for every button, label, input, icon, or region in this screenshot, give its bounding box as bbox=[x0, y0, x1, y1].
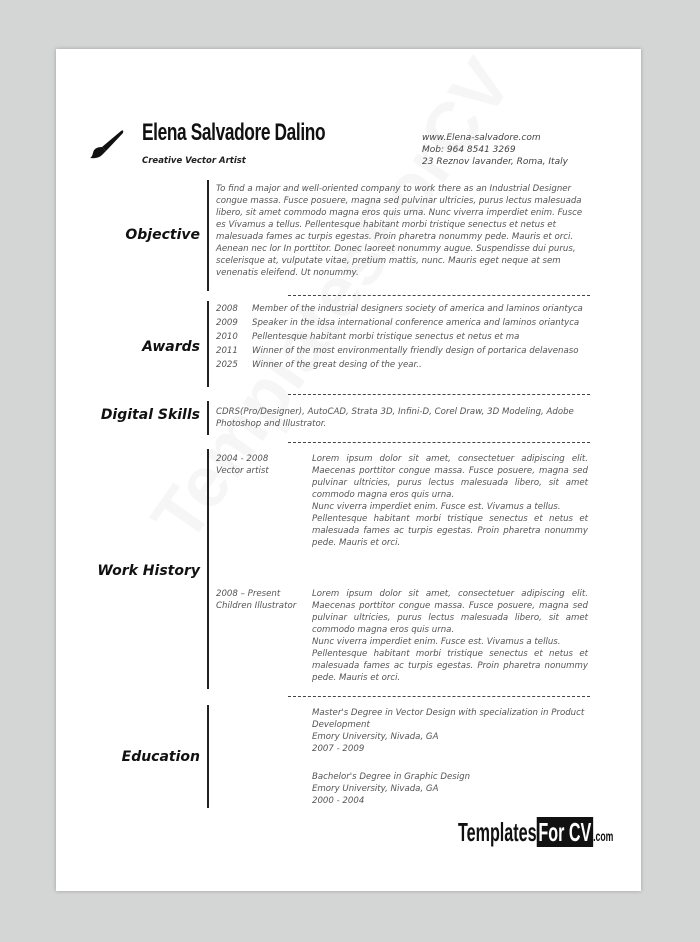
job-role: Vector artist bbox=[216, 466, 269, 476]
job-description bbox=[312, 588, 588, 684]
education-entry bbox=[312, 771, 590, 807]
years: 2007 - 2009 bbox=[312, 744, 365, 754]
section-divider bbox=[207, 401, 209, 435]
degree: Bachelor's Degree in Graphic Design bbox=[312, 772, 471, 782]
section-divider bbox=[207, 705, 209, 808]
job-paragraph: Lorem ipsum dolor sit amet, consectetuer adipiscing elit. Maecenas porttitor congue massa. Fusce posuere, magna sed pulvinar ultricies, purus lectus malesuada libero, sit amet commodo magna eros quis urna. bbox=[312, 589, 588, 635]
section-digital-skills: Digital Skills bbox=[100, 407, 200, 423]
award-year: 2025 bbox=[216, 360, 238, 370]
education-entry bbox=[312, 707, 590, 755]
award-row bbox=[216, 332, 519, 342]
award-text: Winner of the most environmentally friendly design of portarica delavenaso bbox=[252, 346, 579, 356]
paintbrush-icon bbox=[88, 127, 128, 159]
job-paragraph: Pellentesque habitant morbi tristique senectus et netus et malesuada fames ac turpis egestas. Proin pharetra nonummy pede. Mauris et orci. bbox=[312, 514, 588, 548]
section-work-history: Work History bbox=[97, 563, 200, 579]
years: 2000 - 2004 bbox=[312, 796, 365, 806]
dashed-separator bbox=[288, 696, 590, 697]
address: 23 Reznov lavander, Roma, Italy bbox=[422, 157, 568, 167]
dashed-separator bbox=[288, 394, 590, 395]
job-role: Children Illustrator bbox=[216, 601, 297, 611]
award-text: Winner of the great desing of the year.. bbox=[252, 360, 422, 370]
award-text: Pellentesque habitant morbi tristique senectus et netus et ma bbox=[252, 332, 520, 342]
skills-text: CDRS(Pro/Designer), AutoCAD, Strata 3D, Infini-D, Corel Draw, 3D Modeling, Adobe Photoshop and Illustrator. bbox=[216, 407, 574, 429]
job-description bbox=[312, 453, 588, 549]
section-divider bbox=[207, 449, 209, 689]
award-text: Member of the industrial designers society of america and laminos oriantyca bbox=[252, 304, 583, 314]
award-year: 2010 bbox=[216, 332, 238, 342]
website: www.Elena-salvadore.com bbox=[422, 133, 541, 143]
job-paragraph: Nunc viverra imperdiet enim. Fusce est. Vivamus a tellus. bbox=[312, 637, 561, 647]
dashed-separator bbox=[288, 295, 590, 296]
degree: Master's Degree in Vector Design with specialization in Product Development bbox=[312, 708, 585, 730]
candidate-title: Creative Vector Artist bbox=[142, 156, 246, 166]
resume-page bbox=[56, 49, 641, 891]
award-year: 2008 bbox=[216, 304, 238, 314]
section-divider bbox=[207, 301, 209, 387]
job-dates: 2008 – Present bbox=[216, 589, 281, 599]
award-row bbox=[216, 318, 579, 328]
award-row bbox=[216, 304, 583, 314]
award-year: 2009 bbox=[216, 318, 238, 328]
school: Emory University, Nivada, GA bbox=[312, 784, 439, 794]
objective-text: To find a major and well-oriented company to work there as an Industrial Designer congue massa. Fusce posuere, magna sed pulvinar ultricies, purus lectus malesuada libero, sit amet commodo magna eros quis urna. Nunc viverra imperdiet enim. Fusce es Vivamus a tellus. Pellentesque habitant morbi tristique senectus et netus et malesuada fames ac turpis egestas. Proin pharetra nonummy pede. Mauris et orci. Aenean nec lor In porttitor. Donec laoreet nonummy augue. Suspendisse dui purus, scelerisque at, vulputate vitae, pretium mattis, nunc. Mauris eget neque at sem venenatis eleifend. Ut nonummy. bbox=[216, 184, 583, 278]
phone: Mob: 964 8541 3269 bbox=[422, 145, 516, 155]
section-awards: Awards bbox=[142, 339, 200, 355]
section-objective: Objective bbox=[125, 227, 200, 243]
school: Emory University, Nivada, GA bbox=[312, 732, 439, 742]
award-text: Speaker in the idsa international conference america and laminos oriantyca bbox=[252, 318, 580, 328]
dashed-separator bbox=[288, 442, 590, 443]
award-row bbox=[216, 360, 422, 370]
award-row bbox=[216, 346, 579, 356]
job-paragraph: Nunc viverra imperdiet enim. Fusce est. Vivamus a tellus. bbox=[312, 502, 561, 512]
section-divider bbox=[207, 180, 209, 291]
job-paragraph: Lorem ipsum dolor sit amet, consectetuer adipiscing elit. Maecenas porttitor congue massa. Fusce posuere, magna sed pulvinar ultricies, purus lectus malesuada libero, sit amet commodo magna eros quis urna. bbox=[312, 454, 588, 500]
templatesforcv-logo: TemplatesFor CV .com bbox=[458, 817, 614, 847]
section-education: Education bbox=[121, 749, 200, 765]
job-paragraph: Pellentesque habitant morbi tristique senectus et netus et malesuada fames ac turpis egestas. Proin pharetra nonummy pede. Mauris et orci. bbox=[312, 649, 588, 683]
award-year: 2011 bbox=[216, 346, 238, 356]
candidate-name: Elena Salvadore Dalino bbox=[142, 119, 326, 146]
job-dates: 2004 - 2008 bbox=[216, 454, 269, 464]
